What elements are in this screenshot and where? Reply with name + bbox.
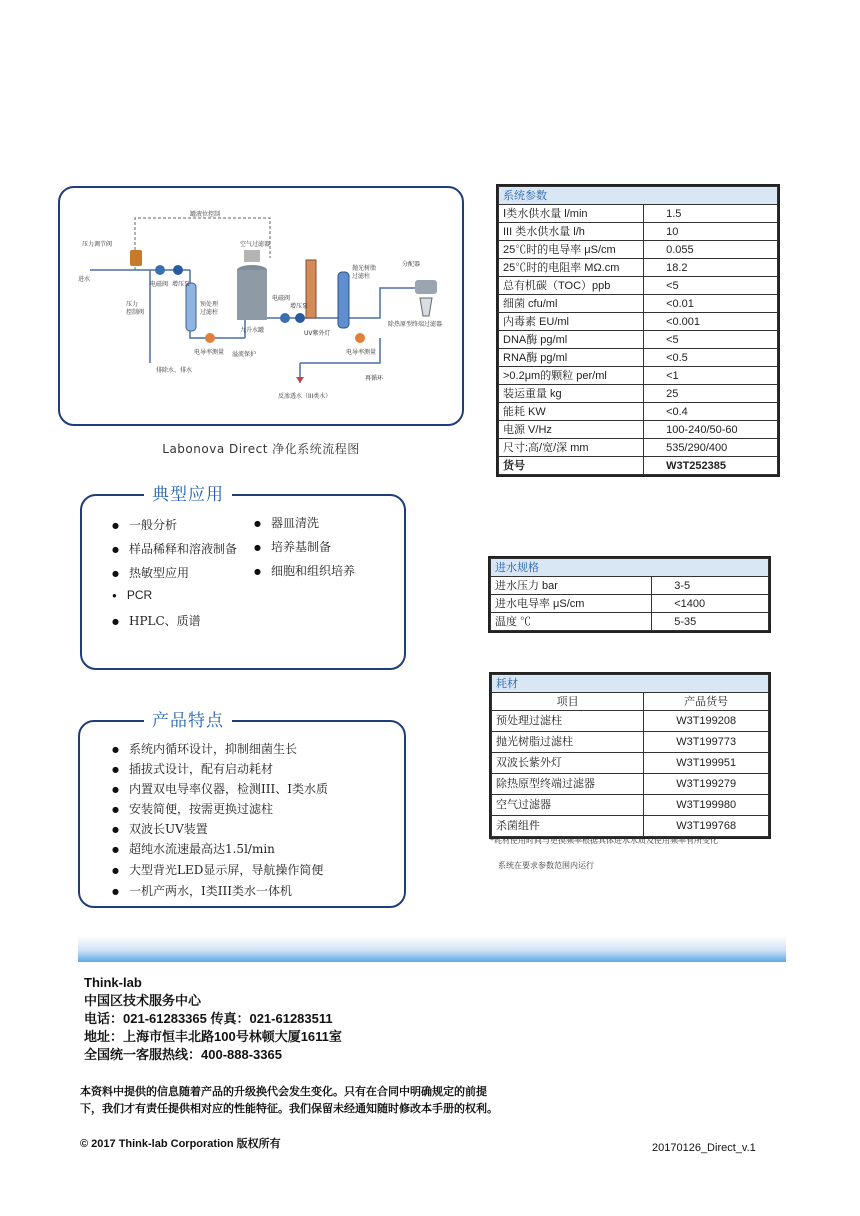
param-label: DNA酶 pg/ml bbox=[499, 331, 644, 349]
label-drain: 排除水、排水 bbox=[156, 367, 193, 374]
param-label: 细菌 cfu/ml bbox=[499, 295, 644, 313]
param-label: RNA酶 pg/ml bbox=[499, 349, 644, 367]
feed-value: 5-35 bbox=[652, 613, 769, 631]
system-params-table bbox=[496, 184, 780, 477]
feature-item: ● 大型背光LED显示屏，导航操作简便 bbox=[112, 861, 323, 878]
feature-item: ● 一机产两水，I类III类水一体机 bbox=[112, 882, 292, 899]
feed-label: 进水电导率 μS/cm bbox=[491, 595, 652, 613]
disclaimer bbox=[80, 1083, 498, 1117]
consumable-code: W3T199773 bbox=[644, 732, 769, 753]
param-label: 25℃时的电导率 μS/cm bbox=[499, 241, 644, 259]
param-value: 25 bbox=[644, 385, 778, 403]
param-value: <0.01 bbox=[644, 295, 778, 313]
label-polish-1: 抛光树脂 bbox=[352, 265, 377, 272]
feed-spec-table bbox=[488, 556, 771, 633]
param-value: W3T252385 bbox=[644, 457, 778, 475]
col-item-header: 项目 bbox=[492, 693, 644, 711]
param-label: 内毒素 EU/ml bbox=[499, 313, 644, 331]
consumable-name: 双波长紫外灯 bbox=[492, 753, 644, 774]
disclaimer-line: 下，我们才有责任提供相对应的性能特征。我们保留未经通知随时修改本手册的权利。 bbox=[80, 1102, 498, 1115]
param-value: <0.4 bbox=[644, 403, 778, 421]
tank-shape bbox=[237, 270, 267, 320]
feed-label: 进水压力 bar bbox=[491, 577, 652, 595]
label-feed-water: 进水 bbox=[78, 276, 91, 283]
system-params-header: 系统参数 bbox=[499, 187, 778, 205]
solenoid-shape bbox=[155, 265, 165, 275]
app-item: ● PCR bbox=[112, 588, 152, 602]
solenoid2-shape bbox=[280, 313, 290, 323]
feature-item: ● 安装简便，按需更换过滤柱 bbox=[112, 800, 273, 817]
diagram-caption: Labonova Direct 净化系统流程图 bbox=[162, 442, 360, 456]
version: 20170126_Direct_v.1 bbox=[652, 1142, 756, 1154]
col-code-header: 产品货号 bbox=[644, 693, 769, 711]
param-value: <0.001 bbox=[644, 313, 778, 331]
consumable-code: W3T199980 bbox=[644, 795, 769, 816]
app-item: ● 热敏型应用 bbox=[112, 564, 189, 581]
consumable-code: W3T199951 bbox=[644, 753, 769, 774]
copyright: © 2017 Think-lab Corporation 版权所有 bbox=[80, 1138, 281, 1150]
feed-spec-header: 进水规格 bbox=[491, 559, 769, 577]
feed-value: 3-5 bbox=[652, 577, 769, 595]
feature-item: ● 双波长UV装置 bbox=[112, 820, 208, 837]
label-pressure-ctrl: 压力 bbox=[126, 301, 139, 308]
label-prefilter-2: 过滤柱 bbox=[200, 309, 219, 316]
param-label: 总有机碳（TOC）ppb bbox=[499, 277, 644, 295]
param-value: 10 bbox=[644, 223, 778, 241]
feature-item: ● 系统内循环设计，抑制细菌生长 bbox=[112, 740, 297, 757]
polish-filter-shape bbox=[338, 272, 349, 328]
consumable-name: 空气过滤器 bbox=[492, 795, 644, 816]
pump2-shape bbox=[295, 313, 305, 323]
app-item: ● HPLC、质谱 bbox=[112, 612, 201, 629]
phone-fax: 电话：021-61283365 传真：021-61283511 bbox=[84, 1011, 333, 1026]
label-ro-out: 反渗透水（III类水） bbox=[278, 393, 332, 400]
param-label: 装运重量 kg bbox=[499, 385, 644, 403]
features-title: 产品特点 bbox=[144, 706, 232, 731]
param-value: 1.5 bbox=[644, 205, 778, 223]
consumables-header: 耗材 bbox=[492, 675, 769, 693]
label-boost-pump: 增压泵 bbox=[172, 281, 191, 288]
typical-app-title: 典型应用 bbox=[144, 480, 232, 505]
pressure-valve-shape bbox=[130, 250, 142, 266]
param-label: 电源 V/Hz bbox=[499, 421, 644, 439]
contact-block bbox=[84, 974, 342, 1064]
consumable-code: W3T199768 bbox=[644, 816, 769, 837]
hotline: 全国统一客服热线：400-888-3365 bbox=[84, 1047, 282, 1062]
label-polish-2: 过滤柱 bbox=[352, 273, 371, 280]
param-value: <5 bbox=[644, 331, 778, 349]
final-filter-shape bbox=[420, 298, 432, 316]
param-value: <0.5 bbox=[644, 349, 778, 367]
label-overflow: 溢流保护 bbox=[232, 351, 257, 358]
consumable-code: W3T199208 bbox=[644, 711, 769, 732]
boost-pump-shape bbox=[173, 265, 183, 275]
disclaimer-line: 本资料中提供的信息随着产品的升级换代会发生变化。只有在合同中明确规定的前提 bbox=[80, 1085, 487, 1098]
consumables-table bbox=[489, 672, 771, 839]
app-item: ● 器皿清洗 bbox=[254, 514, 319, 531]
label-solenoid2: 电磁阀 bbox=[272, 295, 291, 302]
param-value: <1 bbox=[644, 367, 778, 385]
conductivity2-shape bbox=[355, 333, 365, 343]
label-uv: UV紫外灯 bbox=[304, 330, 331, 337]
service-center: 中国区技术服务中心 bbox=[84, 993, 202, 1008]
param-value: 0.055 bbox=[644, 241, 778, 259]
label-level-ctrl: 罐液位控制 bbox=[190, 211, 221, 218]
param-label: 尺寸:高/宽/深 mm bbox=[499, 439, 644, 457]
label-tank: 九升水罐 bbox=[240, 327, 265, 334]
flow-diagram bbox=[58, 186, 464, 426]
feed-value: <1400 bbox=[652, 595, 769, 613]
operating-note: 系统在要求参数范围内运行 bbox=[498, 861, 594, 870]
param-value: <5 bbox=[644, 277, 778, 295]
label-dispenser: 分配器 bbox=[402, 261, 421, 268]
param-value: 18.2 bbox=[644, 259, 778, 277]
param-label: Ⅰ类水供水量 l/min bbox=[499, 205, 644, 223]
param-label: III 类水供水量 l/h bbox=[499, 223, 644, 241]
label-pressure-valve: 压力调节阀 bbox=[82, 241, 113, 248]
company-name: Think-lab bbox=[84, 975, 142, 990]
prefilter-shape bbox=[186, 283, 196, 331]
param-label: 25℃时的电阻率 MΩ.cm bbox=[499, 259, 644, 277]
flow-diagram-svg bbox=[60, 188, 464, 426]
param-label: >0.2μm的颗粒 per/ml bbox=[499, 367, 644, 385]
app-item: ● 样品稀释和溶液制备 bbox=[112, 540, 237, 557]
param-value: 100-240/50-60 bbox=[644, 421, 778, 439]
feature-item: ● 超纯水流速最高达1.5l/min bbox=[112, 840, 275, 857]
param-value: 535/290/400 bbox=[644, 439, 778, 457]
app-item: ● 一般分析 bbox=[112, 516, 177, 533]
label-conductivity1: 电导率测量 bbox=[194, 349, 225, 356]
air-filter-shape bbox=[244, 250, 260, 262]
label-solenoid: 电磁阀 bbox=[150, 281, 169, 288]
param-label: 能耗 KW bbox=[499, 403, 644, 421]
consumable-name: 除热原型终端过滤器 bbox=[492, 774, 644, 795]
to-dispenser-pipe bbox=[360, 288, 420, 318]
consumable-name: 杀菌组件 bbox=[492, 816, 644, 837]
address: 地址：上海市恒丰北路100号林顿大厦1611室 bbox=[84, 1029, 342, 1044]
feature-item: ● 内置双电导率仪器，检测III、I类水质 bbox=[112, 780, 328, 797]
feed-label: 温度 ℃ bbox=[491, 613, 652, 631]
app-item: ● 细胞和组织培养 bbox=[254, 562, 355, 579]
consumables-note: *耗材使用时间与更换频率根据具体进水水质及使用频率有所变化 bbox=[490, 836, 718, 845]
label-final-filter: 除热原型终端过滤器 bbox=[388, 321, 443, 328]
label-pressure-ctrl-2: 控制阀 bbox=[126, 309, 145, 316]
conductivity1-shape bbox=[205, 333, 215, 343]
label-recirc: 再循环 bbox=[365, 375, 384, 382]
footer-band bbox=[78, 936, 786, 962]
consumable-name: 抛光树脂过滤柱 bbox=[492, 732, 644, 753]
param-label: 货号 bbox=[499, 457, 644, 475]
app-item: ● 培养基制备 bbox=[254, 538, 331, 555]
label-air-filter: 空气过滤器 bbox=[240, 241, 271, 248]
consumable-name: 预处理过滤柱 bbox=[492, 711, 644, 732]
label-prefilter-1: 预处理 bbox=[200, 301, 219, 308]
consumable-code: W3T199279 bbox=[644, 774, 769, 795]
ro-outlet-valve-shape bbox=[296, 377, 304, 383]
feature-item: ● 插拔式设计，配有启动耗材 bbox=[112, 760, 273, 777]
label-pump2: 增压泵 bbox=[290, 303, 309, 310]
label-conductivity2: 电导率测量 bbox=[346, 349, 377, 356]
dispenser-shape bbox=[415, 280, 437, 294]
